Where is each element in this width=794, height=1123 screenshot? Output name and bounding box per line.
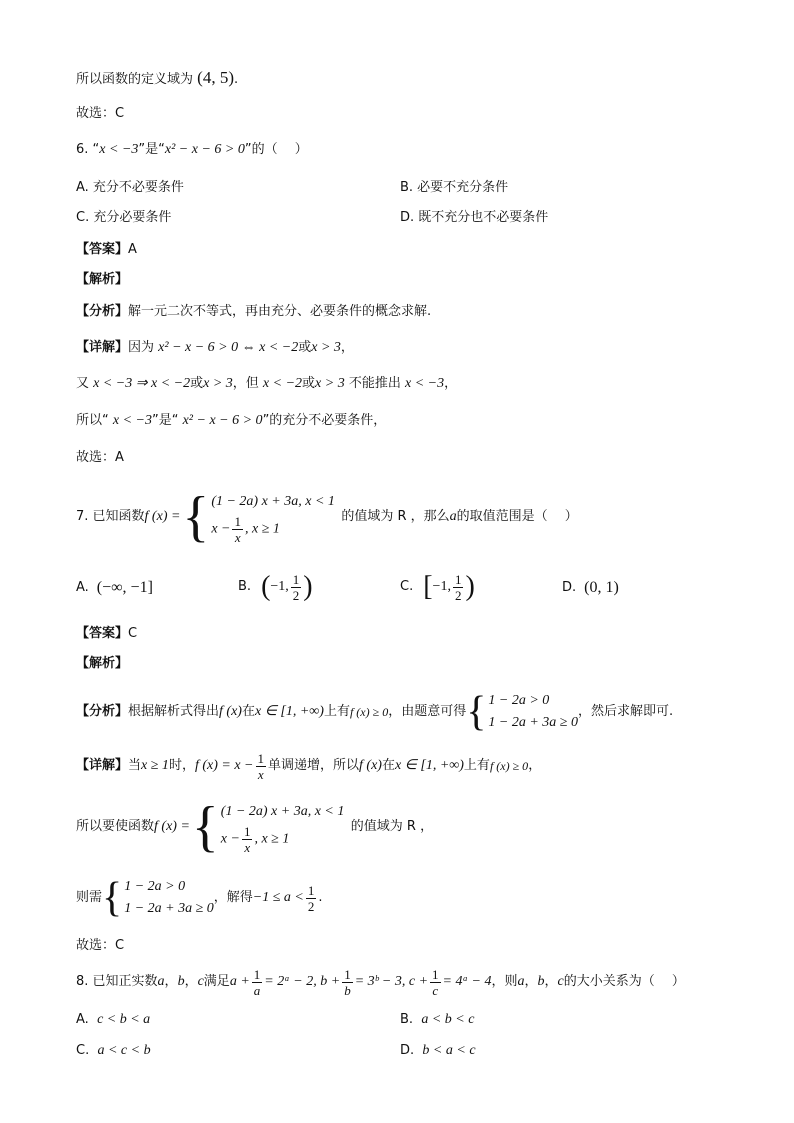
text: ，但	[232, 376, 263, 391]
answer-6	[76, 240, 137, 260]
math: c	[197, 974, 204, 989]
text: ，	[164, 974, 178, 989]
num: 1	[432, 966, 439, 982]
math: x ∈ [1, +∞)	[394, 758, 464, 773]
math: 1 − 2a > 0	[488, 693, 550, 708]
option-d: D. 既不充分也不必要条件	[400, 210, 549, 225]
text: 根据解析式得出	[128, 704, 220, 719]
math: 1 − 2a > 0	[124, 879, 186, 894]
option-b: B. 必要不充分条件	[400, 180, 509, 195]
text: B.	[238, 579, 252, 594]
text: 或	[190, 376, 204, 391]
text: ，	[444, 376, 458, 391]
math: −1,	[270, 579, 289, 594]
text: 【分析】	[76, 304, 129, 319]
detail-7-line3	[76, 874, 323, 922]
text: 或	[298, 340, 312, 355]
analysis-heading-6	[76, 270, 128, 290]
answer-value: C	[128, 626, 138, 641]
question-6	[76, 140, 308, 160]
math: x² − x − 6 > 0 ⇔ x < −2	[158, 340, 299, 355]
den: 2	[454, 587, 462, 603]
num: 1	[234, 513, 241, 529]
text: 【详解】	[76, 340, 129, 355]
math: x < −3	[404, 376, 445, 391]
den: 2	[292, 587, 300, 603]
fenxi-6	[76, 302, 431, 322]
detail-7-line2	[76, 794, 433, 860]
inequality-system	[124, 876, 214, 920]
text: ，	[528, 758, 542, 773]
math: , x ≥ 1	[244, 520, 280, 536]
text: 不能推出	[344, 376, 405, 391]
den: 2	[307, 898, 315, 914]
math: x −	[220, 830, 240, 846]
num: 1	[243, 823, 251, 839]
den: b	[344, 982, 351, 998]
answer-label: 【答案】	[76, 626, 129, 641]
text: ，则	[491, 974, 518, 989]
den: c	[432, 982, 439, 998]
text: ”是“	[151, 413, 183, 428]
answer-label: 【答案】	[76, 242, 129, 257]
fenxi-7	[76, 688, 673, 736]
text: 故选：C	[76, 938, 125, 953]
text: ，然后求解即可.	[577, 704, 674, 719]
fraction	[342, 967, 353, 998]
detail-6-line2	[76, 374, 457, 394]
text: 因为	[128, 340, 159, 355]
text: 所以“	[76, 413, 113, 428]
fraction	[453, 572, 464, 603]
text: ，	[340, 340, 354, 355]
fraction	[242, 824, 253, 855]
math: x < −2	[262, 376, 303, 391]
fraction	[252, 967, 263, 998]
text: ，	[524, 974, 538, 989]
text: 的值域为 R ，那么	[341, 509, 450, 524]
question-8	[76, 962, 685, 1002]
text: .	[318, 890, 323, 905]
math: = 2ᵃ − 2, b +	[264, 974, 341, 989]
math: x < −3	[99, 142, 139, 157]
option-a: A. 充分不必要条件	[76, 180, 184, 195]
math: 1 − 2a + 3a ≥ 0	[488, 715, 578, 730]
piecewise	[221, 800, 343, 855]
text: ”的充分不必要条件，	[262, 413, 387, 428]
text: 又	[76, 376, 94, 391]
text: ”是“	[138, 142, 165, 157]
text: 在	[381, 758, 395, 773]
math: c	[557, 974, 564, 989]
math: = 3ᵇ − 3, c +	[354, 974, 429, 989]
option-d	[562, 570, 619, 606]
text: 6. “	[76, 142, 100, 157]
fraction	[291, 572, 302, 603]
math: f (x) ≥ 0	[489, 759, 529, 773]
num: 1	[454, 571, 462, 587]
math: f (x) = x −	[194, 758, 254, 773]
question-7	[76, 484, 578, 550]
brace: {	[466, 689, 487, 735]
fraction	[232, 514, 243, 545]
math: x ∈ [1, +∞)	[254, 704, 324, 719]
num: 1	[344, 966, 351, 982]
text: 【分析】	[76, 704, 129, 719]
brace: {	[191, 796, 219, 858]
math: b	[537, 974, 545, 989]
fraction	[306, 883, 317, 914]
math: x < −3	[112, 413, 152, 428]
math: x −	[211, 520, 231, 536]
text: ，	[544, 974, 558, 989]
text: 【解析】	[76, 272, 129, 287]
text: 单调递增，所以	[268, 758, 360, 773]
math: f (x)	[219, 704, 242, 719]
math: b	[177, 974, 185, 989]
answer-value: A	[128, 242, 137, 257]
math: f (x)	[359, 758, 382, 773]
text: 8. 已知正实数	[76, 974, 158, 989]
option-c	[400, 566, 475, 608]
text: 在	[241, 704, 255, 719]
text: 故选：C	[76, 106, 125, 121]
math: a +	[229, 974, 250, 989]
text: 【解析】	[76, 656, 129, 671]
math: f (x) =	[154, 819, 190, 834]
num: 1	[292, 571, 300, 587]
brace: {	[102, 875, 123, 921]
piecewise	[211, 490, 333, 545]
text: 的大小关系为（ ）	[563, 974, 685, 989]
text: 7. 已知函数	[76, 509, 145, 524]
den: x	[244, 839, 251, 855]
text: 的取值范围是（ ）	[456, 509, 578, 524]
option-c: C. 充分必要条件	[76, 210, 172, 225]
num: 1	[253, 966, 261, 982]
paren: (	[261, 571, 271, 602]
math: = 4ᵃ − 4	[442, 974, 492, 989]
text: 满足	[203, 974, 230, 989]
text: A.	[76, 580, 89, 595]
option-b	[238, 566, 313, 608]
math: f (x) ≥ 0	[349, 705, 389, 719]
text: 上有	[463, 758, 490, 773]
math: b < a < c	[422, 1043, 476, 1058]
math: −1 ≤ a <	[252, 890, 304, 905]
text: 所以函数的定义域为	[76, 72, 194, 87]
math: x < −3 ⇒ x < −2	[93, 376, 191, 391]
math: (4, 5)	[197, 68, 234, 87]
fraction	[256, 751, 267, 782]
math: x ≥ 1	[141, 758, 169, 773]
option-a	[76, 1010, 150, 1030]
text: 故选：A	[76, 450, 124, 465]
brace: {	[182, 486, 210, 548]
den: x	[234, 529, 241, 545]
detail-6-line4	[76, 448, 124, 468]
math: a	[517, 974, 525, 989]
math: (0, 1)	[584, 579, 619, 596]
text: 的值域为 R ，	[350, 819, 434, 834]
detail-6-line3	[76, 411, 386, 431]
text: C.	[400, 579, 414, 594]
text: 上有	[323, 704, 350, 719]
math: (1 − 2a) x + 3a, x < 1	[211, 493, 335, 509]
text: 或	[302, 376, 316, 391]
math: x > 3	[311, 340, 341, 355]
math: , x ≥ 1	[254, 830, 290, 846]
text: 解一元二次不等式，再由充分、必要条件的概念求解.	[128, 304, 432, 319]
math: c < b < a	[97, 1012, 151, 1027]
analysis-heading-7	[76, 654, 128, 674]
math: 1 − 2a + 3a ≥ 0	[124, 901, 214, 916]
text: ”的（ ）	[244, 142, 308, 157]
fraction	[430, 967, 441, 998]
option-c	[76, 1041, 151, 1061]
math: a	[157, 974, 165, 989]
math: x² − x − 6 > 0	[182, 413, 263, 428]
text-line	[76, 104, 124, 124]
text: ，	[184, 974, 198, 989]
inequality-system	[488, 690, 578, 734]
text: 则需	[76, 890, 103, 905]
paren: )	[465, 571, 475, 602]
math: x² − x − 6 > 0	[164, 142, 245, 157]
text: C.	[76, 1043, 90, 1058]
text: D.	[562, 580, 577, 595]
math: a < c < b	[97, 1043, 151, 1058]
option-d	[400, 1041, 476, 1061]
text: 时，	[168, 758, 195, 773]
math: (1 − 2a) x + 3a, x < 1	[220, 803, 345, 819]
option-b	[400, 1010, 474, 1030]
text: 【详解】	[76, 758, 129, 773]
detail-6-line1	[76, 338, 354, 358]
math: x > 3	[315, 376, 345, 391]
text: D.	[400, 1043, 415, 1058]
text: 所以要使函数	[76, 819, 155, 834]
text: ，由题意可得	[388, 704, 467, 719]
paren: )	[303, 571, 313, 602]
text: A.	[76, 1012, 89, 1027]
den: x	[257, 766, 264, 782]
math: x > 3	[203, 376, 233, 391]
detail-7-line1	[76, 746, 541, 786]
text: ，解得	[213, 890, 253, 905]
math: a	[449, 509, 457, 524]
detail-7-line4	[76, 936, 124, 956]
answer-7	[76, 624, 137, 644]
math: −1,	[432, 579, 451, 594]
math: (−∞, −1]	[96, 579, 153, 596]
math: a < b < c	[421, 1012, 475, 1027]
num: 1	[257, 750, 264, 766]
text-line: 所以函数的定义域为 (4, 5).	[76, 68, 239, 87]
den: a	[253, 982, 261, 998]
text: 当	[128, 758, 142, 773]
num: 1	[307, 882, 315, 898]
option-a	[76, 570, 153, 606]
bracket: [	[423, 571, 433, 602]
text: B.	[400, 1012, 414, 1027]
math: f (x) =	[144, 509, 181, 524]
